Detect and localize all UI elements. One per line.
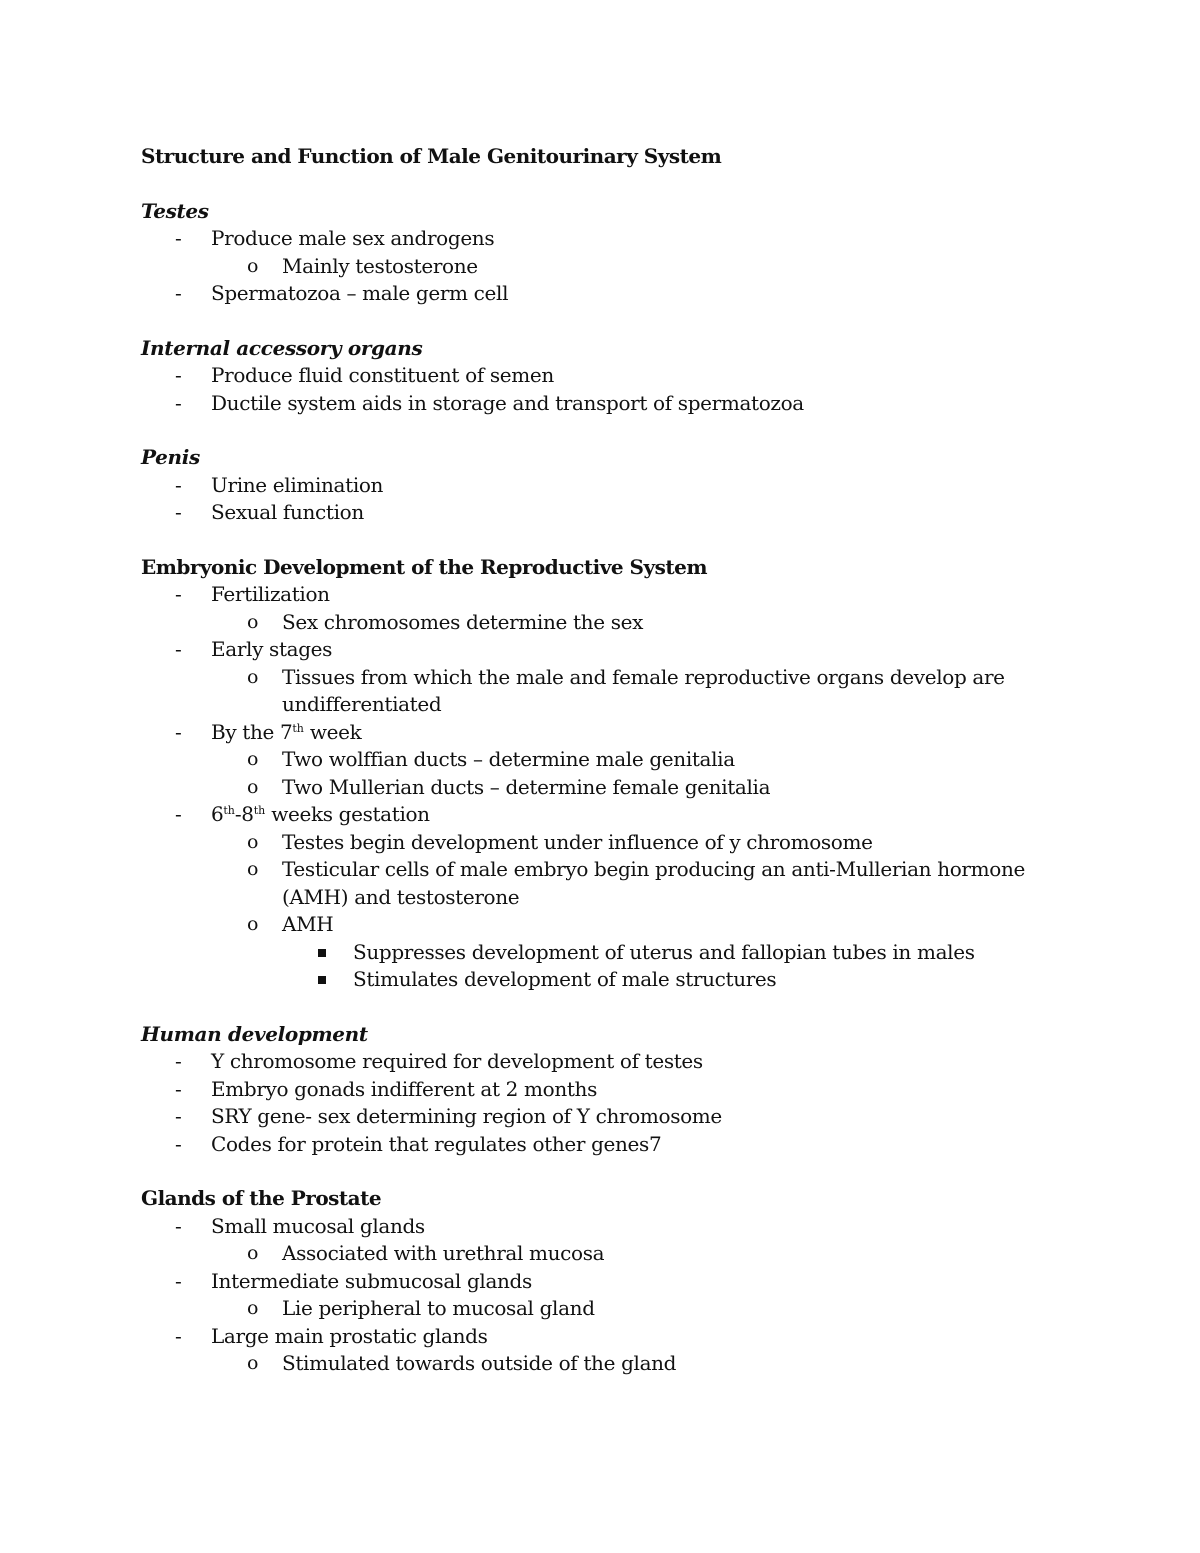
dash-bullet: - — [175, 1104, 182, 1128]
list-item: - Produce fluid constituent of semen — [141, 362, 1041, 390]
sub-list-item: o Testicular cells of male embryo begin producing an anti-Mullerian hormone (AMH) and testosterone — [247, 857, 1025, 909]
list-item: - SRY gene- sex determining region of Y chromosome — [141, 1103, 1041, 1131]
dash-bullet: - — [175, 1323, 182, 1348]
list-item: - Early stages o Tissues from which the male and female reproductive organs develop are undifferentiated — [141, 636, 1041, 719]
dash-bullet: - — [175, 363, 182, 387]
dash-bullet: - — [175, 719, 182, 744]
sub-list-item: o Tissues from which the male and female reproductive organs develop are undifferentiated — [247, 664, 1005, 716]
list-item: - Codes for protein that regulates other genes7 — [141, 1131, 1041, 1159]
dash-bullet: - — [175, 1268, 182, 1293]
sub-list-item: o Sex chromosomes determine the sex — [211, 609, 1041, 637]
circle-bullet: o — [247, 254, 259, 277]
dash-bullet: - — [175, 637, 182, 661]
dash-bullet: - — [175, 1213, 182, 1238]
sub-list-item: o Stimulated towards outside of the gland — [211, 1350, 1041, 1378]
sub-sub-list-item: Stimulates development of male structures — [282, 966, 1041, 994]
list-item: - Produce male sex androgens o Mainly testosterone — [141, 225, 1041, 280]
sub-list-item: o Two wolffian ducts – determine male genitalia — [211, 746, 1041, 774]
sub-list-item: o AMH Suppresses development of uterus and fallopian tubes in males Stimulates development of male structures — [211, 911, 1041, 994]
square-bullet — [318, 949, 326, 957]
dash-bullet: - — [175, 1076, 182, 1101]
dash-bullet: - — [175, 1131, 182, 1156]
human-development-list — [141, 1048, 1041, 1158]
circle-bullet: o — [247, 748, 259, 770]
section-heading-penis: Penis — [141, 445, 200, 469]
list-item: - Small mucosal glands o Associated with urethral mucosa — [141, 1213, 1041, 1268]
circle-bullet: o — [247, 610, 259, 633]
document-content — [141, 143, 1041, 1378]
circle-bullet: o — [247, 1352, 259, 1374]
dash-bullet: - — [175, 582, 182, 606]
dash-bullet: - — [175, 500, 182, 524]
circle-bullet: o — [247, 1297, 259, 1319]
square-bullet — [318, 976, 326, 984]
list-item: - Intermediate submucosal glands o Lie peripheral to mucosal gland — [141, 1268, 1041, 1323]
list-item: - By the 7th week o Two wolffian ducts – determine male genitalia o Two Mullerian ducts – determine female genitalia — [141, 719, 1041, 802]
list-item: - Ductile system aids in storage and transport of spermatozoa — [141, 390, 1041, 418]
dash-bullet: - — [175, 390, 182, 415]
sub-list-item: o Mainly testosterone — [211, 253, 1041, 281]
circle-bullet: o — [247, 913, 259, 935]
list-item: - Sexual function — [141, 499, 1041, 527]
section-heading-testes: Testes — [141, 198, 209, 223]
dash-bullet: - — [175, 802, 182, 826]
section-heading-glands-of-the-prostate: Glands of the Prostate — [141, 1186, 382, 1210]
list-item: - Spermatozoa – male germ cell — [141, 280, 1041, 308]
list-item: - 6th-8th weeks gestation o Testes begin development under influence of y chromosome o Testicular cells of male embryo begin producing an anti-Mullerian hormone (AMH) and testosterone o AMH Suppresses development of uterus and fallopian tubes in males Stimulates development of male structures — [141, 801, 1041, 994]
list-item: - Y chromosome required for development of testes — [141, 1048, 1041, 1076]
circle-bullet: o — [247, 1242, 259, 1264]
dash-bullet: - — [175, 281, 182, 305]
section-heading-internal-accessory-organs: Internal accessory organs — [141, 335, 423, 360]
circle-bullet: o — [247, 665, 259, 688]
sub-sub-list-item: Suppresses development of uterus and fallopian tubes in males — [282, 939, 1041, 967]
section-heading-human-development: Human development — [141, 1021, 368, 1046]
circle-bullet: o — [247, 775, 259, 798]
sub-list-item: o Two Mullerian ducts – determine female genitalia — [211, 774, 1041, 802]
document-title: Structure and Function of Male Genitourinary System — [141, 144, 722, 168]
list-item: - Large main prostatic glands o Stimulated towards outside of the gland — [141, 1323, 1041, 1378]
internal-organs-list — [141, 362, 1041, 417]
penis-list — [141, 472, 1041, 527]
list-item: - Embryo gonads indifferent at 2 months — [141, 1076, 1041, 1104]
embryonic-list — [141, 581, 1041, 994]
sub-list-item: o Lie peripheral to mucosal gland — [211, 1295, 1041, 1323]
dash-bullet: - — [175, 1049, 182, 1073]
testes-list — [141, 225, 1041, 308]
sub-list-item: o Testes begin development under influence of y chromosome — [211, 829, 1041, 857]
prostate-glands-list — [141, 1213, 1041, 1378]
circle-bullet: o — [247, 830, 259, 853]
list-item: - Fertilization o Sex chromosomes determine the sex — [141, 581, 1041, 636]
section-heading-embryonic-development: Embryonic Development of the Reproductive System — [141, 554, 708, 579]
dash-bullet: - — [175, 472, 182, 497]
sub-list-item: o Associated with urethral mucosa — [211, 1240, 1041, 1268]
circle-bullet: o — [247, 858, 259, 880]
list-item: - Urine elimination — [141, 472, 1041, 500]
dash-bullet: - — [175, 226, 182, 250]
